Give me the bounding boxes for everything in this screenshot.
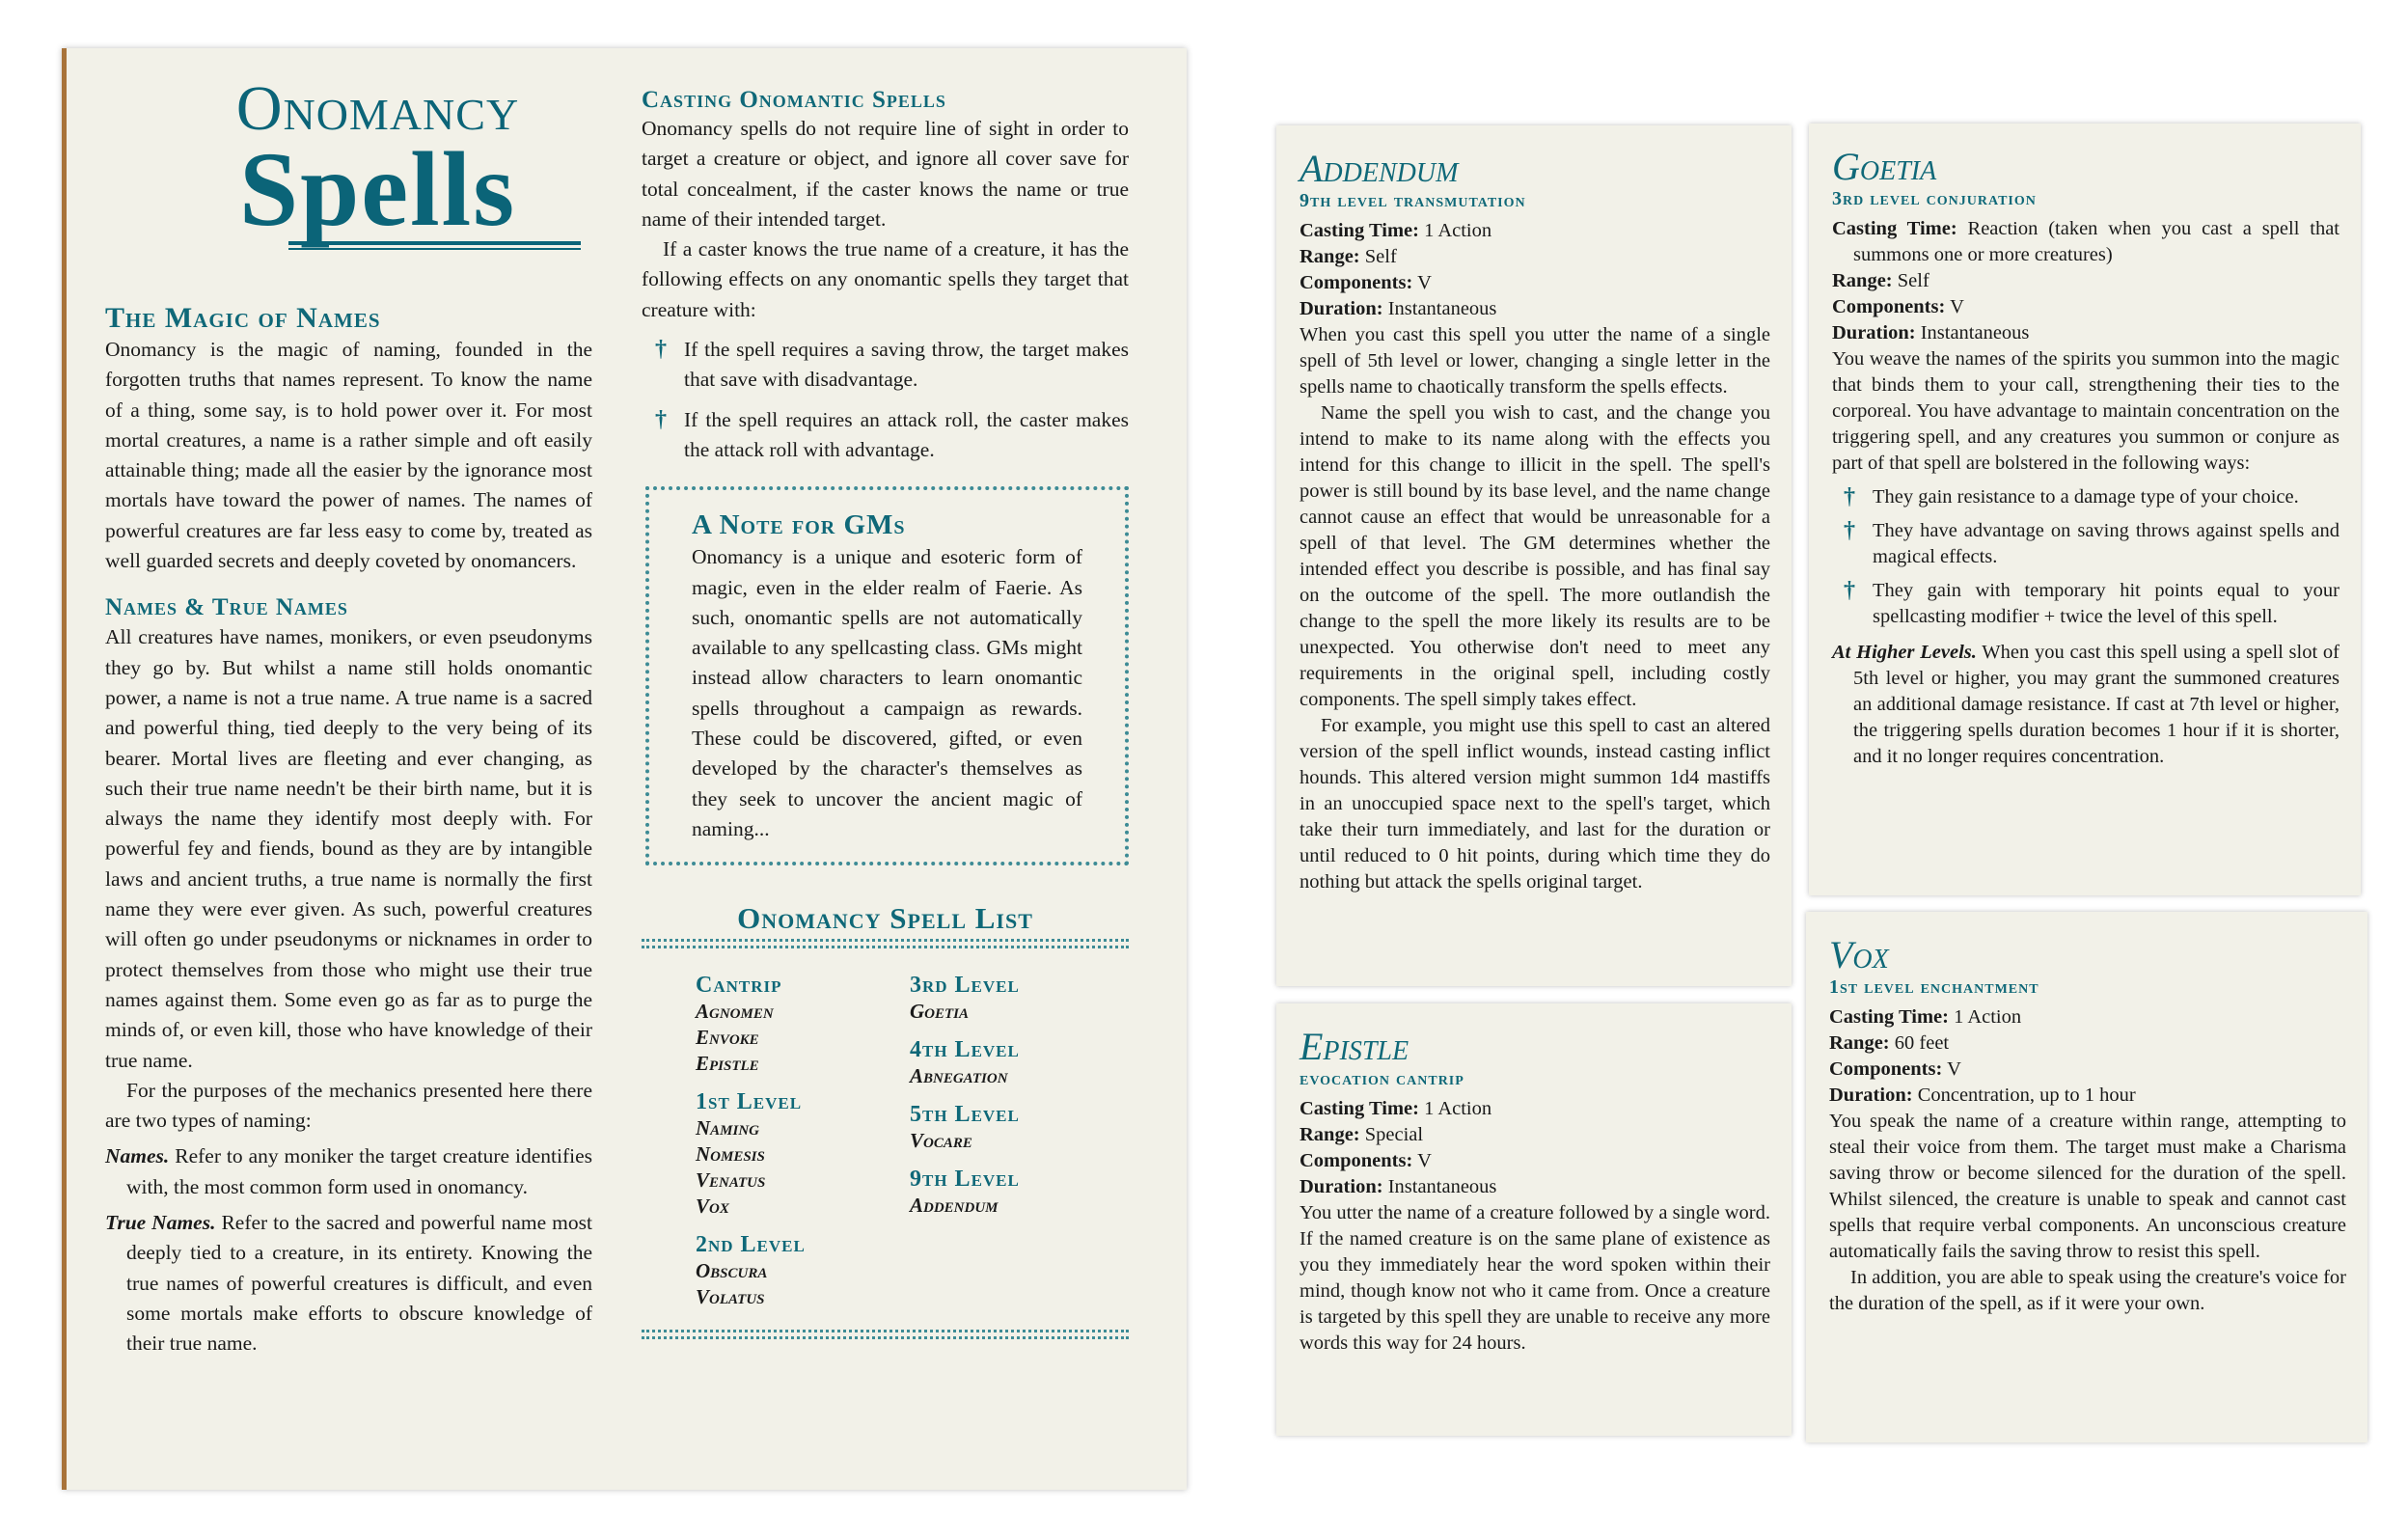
- spell-list-item: Obscura: [696, 1259, 768, 1283]
- note-heading: A Note for GMs: [692, 509, 906, 541]
- spell-name: Goetia: [1832, 145, 1937, 188]
- spell-list-item: Vocare: [910, 1129, 972, 1153]
- dagger-icon: †: [655, 337, 667, 363]
- stat-casting-time: [1300, 1096, 1770, 1122]
- stat-components: [1300, 1148, 1770, 1174]
- spell-list-item: Addendum: [910, 1194, 999, 1218]
- stat-value: Reaction (taken when you cast a spell that summons one or more creatures): [1853, 218, 2340, 265]
- stat-label: Casting Time:: [1300, 220, 1419, 241]
- spell-list-item: Vox: [696, 1195, 729, 1219]
- bullet-text: They gain with temporary hit points equal to your spellcasting modifier + twice the level of this spell.: [1873, 580, 2340, 627]
- spell-list-item: Epistle: [696, 1052, 759, 1076]
- def-text: Refer to any moniker the target creature identifies with, the most common form used in onomancy.: [126, 1144, 592, 1198]
- stat-value: V: [1947, 1058, 1961, 1080]
- stat-label: Components:: [1829, 1058, 1943, 1080]
- spell-name: Vox: [1829, 933, 1889, 976]
- def-true-names: [105, 1208, 592, 1359]
- stat-label: Duration:: [1832, 322, 1916, 343]
- stat-duration: [1300, 296, 1770, 322]
- stat-label: Components:: [1300, 1150, 1413, 1171]
- spell-description: In addition, you are able to speak using the creature's voice for the duration of the spell, as if it were your own.: [1829, 1267, 2346, 1314]
- title-line-1: Onomancy: [235, 73, 520, 144]
- stat-label: Range:: [1300, 1124, 1360, 1145]
- spell-description: You weave the names of the spirits you summon into the magic that binds them to your call, strengthening their ties to the corporeal. You have advantage to maintain concentration on the triggering spell, and any creatures you summon or conjure as part of that spell are bolstered in the following ways:: [1832, 348, 2340, 474]
- dagger-icon: †: [1844, 578, 1855, 603]
- stat-label: Duration:: [1300, 298, 1383, 319]
- spell-card-goetia: [1809, 124, 2361, 895]
- stat-label: Range:: [1829, 1032, 1890, 1054]
- higher-label: At Higher Levels.: [1832, 642, 1977, 663]
- spell-description: When you cast this spell you utter the name of a single spell of 5th level or lower, changing a single letter in the spells name to chaotically transform the spells effects.: [1300, 324, 1770, 398]
- stat-value: 1 Action: [1424, 220, 1492, 241]
- spell-list-heading: Onomancy Spell List: [737, 901, 1033, 936]
- spell-list-item: Goetia: [910, 1000, 970, 1024]
- stat-duration: [1300, 1174, 1770, 1200]
- spell-level-heading: 3rd Level: [910, 973, 1020, 999]
- spell-list-item: Nomesis: [696, 1142, 765, 1167]
- divider: [642, 939, 1129, 948]
- magic-text: Onomancy is the magic of naming, founded in the forgotten truths that names represent. To know the name of a thing, some say, is to hold power over it. For most mortal creatures, a name is a rather simple and oft easily attainable thing; made all the easier by the ignorance most mortals have toward the power of names. The names of powerful creatures are far less easy to come by, treated as well guarded secrets and deeply coveted by onomancers.: [105, 338, 592, 573]
- stat-label: Components:: [1832, 296, 1946, 317]
- stat-range: [1829, 1030, 2346, 1057]
- spell-description: You speak the name of a creature within range, attempting to steal their voice from them. The target must make a Charisma saving throw or become silenced for the duration of the spell. Whilst silenced, the creature is unable to speak and cannot cast spells that require verbal components. An unconscious creature automatically fails the saving throw to resist this spell.: [1829, 1111, 2346, 1262]
- stat-range: [1300, 244, 1770, 270]
- divider: [642, 1330, 1129, 1339]
- def-names: [105, 1141, 592, 1202]
- spell-name: Epistle: [1300, 1025, 1409, 1068]
- bullet-item: [655, 335, 1129, 396]
- spell-level-heading: 4th Level: [910, 1037, 1020, 1063]
- spell-list-item: Naming: [696, 1116, 760, 1140]
- bullet-item: [1844, 484, 2340, 510]
- dagger-icon: †: [1844, 484, 1855, 509]
- bullet-text: If the spell requires an attack roll, the caster makes the attack roll with advantage.: [684, 407, 1129, 461]
- names-heading: Names & True Names: [105, 594, 348, 621]
- casting-p1: Onomancy spells do not require line of sight in order to target a creature or object, and ignore all cover save for total concealment, if the caster knows the name or true name of their intended target.: [642, 117, 1129, 231]
- names-text: All creatures have names, monikers, or even pseudonyms they go by. But whilst a name still holds onomantic power, a name is not a true name. A true name is a sacred and powerful thing, tied deeply to the very being of its bearer. Mortal lives are fleeting and ever changing, as such their true name needn't be their birth name, but it is always the name they identify most deeply with. For powerful fey and fiends, bound as they are by intangible laws and ancient truths, a true name is normally the first name they were ever given. As such, powerful creatures will often go under pseudonyms or nicknames in order to protect themselves from those who might use their true names against them. Some even go as far as to purge the minds of, or even kill, those who have knowledge of their true name.: [105, 625, 592, 1072]
- spell-list-col-2: [910, 960, 1020, 1310]
- spell-list-item: Volatus: [696, 1285, 765, 1309]
- title-line-2: Spells: [238, 130, 517, 248]
- stat-value: V: [1950, 296, 1964, 317]
- spell-name: Addendum: [1300, 147, 1459, 190]
- spell-list-col-1: [696, 960, 910, 1310]
- spell-school: 9th level transmutation: [1300, 190, 1526, 211]
- stat-duration: [1829, 1083, 2346, 1109]
- spell-description: Name the spell you wish to cast, and the change you intend to make to its name along with the effects you intend for this change to illicit in the spell. The spell's power is still bound by its base level, and the name change cannot cause an effect that would be unreasonable for a spell of that level. The GM determines whether the intended effect you describe is possible, and has final say on the outcome of the spell. The more outlandish the change to the spell the more likely its results are to be unexpected. You otherwise don't need to meet any requirements in the original spell, including costly components. The spell simply takes effect.: [1300, 402, 1770, 710]
- def-term: Names.: [105, 1144, 170, 1168]
- stat-duration: [1832, 320, 2340, 346]
- bullet-text: They gain resistance to a damage type of your choice.: [1873, 486, 2299, 508]
- stat-label: Casting Time:: [1829, 1006, 1949, 1028]
- stat-value: Concentration, up to 1 hour: [1917, 1085, 2136, 1106]
- stat-value: V: [1417, 1150, 1432, 1171]
- stat-casting-time: [1829, 1004, 2346, 1030]
- def-term: True Names.: [105, 1211, 216, 1235]
- left-column: [105, 73, 592, 1359]
- spell-level-heading: 2nd Level: [696, 1232, 806, 1258]
- dagger-icon: †: [1844, 518, 1855, 543]
- stat-value: Self: [1364, 246, 1397, 267]
- def-text: Refer to the sacred and powerful name most deeply tied to a creature, in its entirety. Knowing the true names of powerful creatures is difficult, and even some mortals make efforts to obscure knowledge of their true name.: [126, 1211, 592, 1356]
- stat-components: [1832, 294, 2340, 320]
- stat-range: [1832, 268, 2340, 294]
- stat-value: Special: [1364, 1124, 1424, 1145]
- stat-casting-time: [1832, 216, 2340, 268]
- stat-value: Instantaneous: [1387, 1176, 1497, 1197]
- casting-heading: Casting Onomantic Spells: [642, 87, 946, 113]
- main-page: [62, 48, 1187, 1490]
- spell-level-heading: 5th Level: [910, 1102, 1020, 1128]
- middle-column: [642, 87, 1129, 1343]
- spell-level-heading: 1st Level: [696, 1089, 803, 1115]
- stat-casting-time: [1300, 218, 1770, 244]
- stat-label: Casting Time:: [1300, 1098, 1419, 1119]
- spell-description: For example, you might use this spell to cast an altered version of the spell inflict wounds, instead casting inflict hounds. This altered version might summon 1d4 mastiffs in an unoccupied space next to the spell's target, which take their turn immediately, and last for the duration or until reduced to 0 hit points, during which time they do nothing but attack the spells original target.: [1300, 715, 1770, 893]
- stat-value: Instantaneous: [1387, 298, 1497, 319]
- spell-description: You utter the name of a creature followed by a single word. If the named creature is on the same plane of existence as you they immediately hear the word spoken within their mind, though know not who it came from. Once a creature is targeted by this spell they are unable to receive any more words this way for 24 hours.: [1300, 1202, 1770, 1354]
- stat-range: [1300, 1122, 1770, 1148]
- stat-components: [1300, 270, 1770, 296]
- spell-list-item: Venatus: [696, 1168, 766, 1193]
- spell-list-item: Agnomen: [696, 1000, 774, 1024]
- stat-label: Casting Time:: [1832, 218, 1957, 239]
- bullet-item: [1844, 578, 2340, 630]
- casting-p2: If a caster knows the true name of a creature, it has the following effects on any onomantic spells they target that creature with:: [642, 237, 1129, 321]
- stat-value: 1 Action: [1424, 1098, 1492, 1119]
- stat-value: Instantaneous: [1920, 322, 2030, 343]
- stat-label: Range:: [1832, 270, 1893, 291]
- bullet-item: [655, 405, 1129, 466]
- spell-list-item: Envoke: [696, 1026, 759, 1050]
- stat-label: Duration:: [1300, 1176, 1383, 1197]
- spell-school: evocation cantrip: [1300, 1068, 1464, 1089]
- bullet-item: [1844, 518, 2340, 570]
- stat-value: 60 feet: [1894, 1032, 1950, 1054]
- spell-level-heading: Cantrip: [696, 973, 782, 999]
- stat-components: [1829, 1057, 2346, 1083]
- spell-card-vox: [1806, 912, 2367, 1442]
- stat-label: Components:: [1300, 272, 1413, 293]
- bullet-text: If the spell requires a saving throw, the target makes that save with disadvantage.: [684, 338, 1129, 392]
- spell-school: 1st level enchantment: [1829, 976, 2039, 998]
- higher-text: When you cast this spell using a spell slot of 5th level or higher, you may grant the summoned creatures an additional damage resistance. If cast at 7th level or higher, the triggering spells duration becomes 1 hour if it is shorter, and it no longer requires concentration.: [1853, 642, 2340, 767]
- spell-level-heading: 9th Level: [910, 1167, 1020, 1193]
- page-title: [163, 73, 592, 250]
- spell-school: 3rd level conjuration: [1832, 188, 2037, 209]
- spell-list-item: Abnegation: [910, 1064, 1008, 1088]
- stat-label: Duration:: [1829, 1085, 1913, 1106]
- mechanics-text: For the purposes of the mechanics presented here there are two types of naming:: [105, 1078, 592, 1133]
- spell-list: [642, 952, 1129, 1326]
- stat-value: 1 Action: [1954, 1006, 2022, 1028]
- at-higher-levels: [1832, 640, 2340, 770]
- gm-note-box: [645, 486, 1129, 865]
- magic-heading: The Magic of Names: [105, 302, 381, 334]
- spell-card-epistle: [1276, 1003, 1792, 1436]
- spell-card-addendum: [1276, 125, 1792, 986]
- dagger-icon: †: [655, 406, 667, 432]
- note-text: Onomancy is a unique and esoteric form of magic, even in the elder realm of Faerie. As such, onomantic spells are not automatically available to any spellcasting class. GMs might instead allow characters to learn onomantic spells throughout a campaign as rewards. These could be discovered, gifted, or even developed by the character's themselves as they seek to uncover the ancient magic of naming...: [692, 545, 1082, 840]
- bullet-text: They have advantage on saving throws against spells and magical effects.: [1873, 520, 2340, 567]
- stat-label: Range:: [1300, 246, 1360, 267]
- stat-value: Self: [1897, 270, 1929, 291]
- stat-value: V: [1417, 272, 1432, 293]
